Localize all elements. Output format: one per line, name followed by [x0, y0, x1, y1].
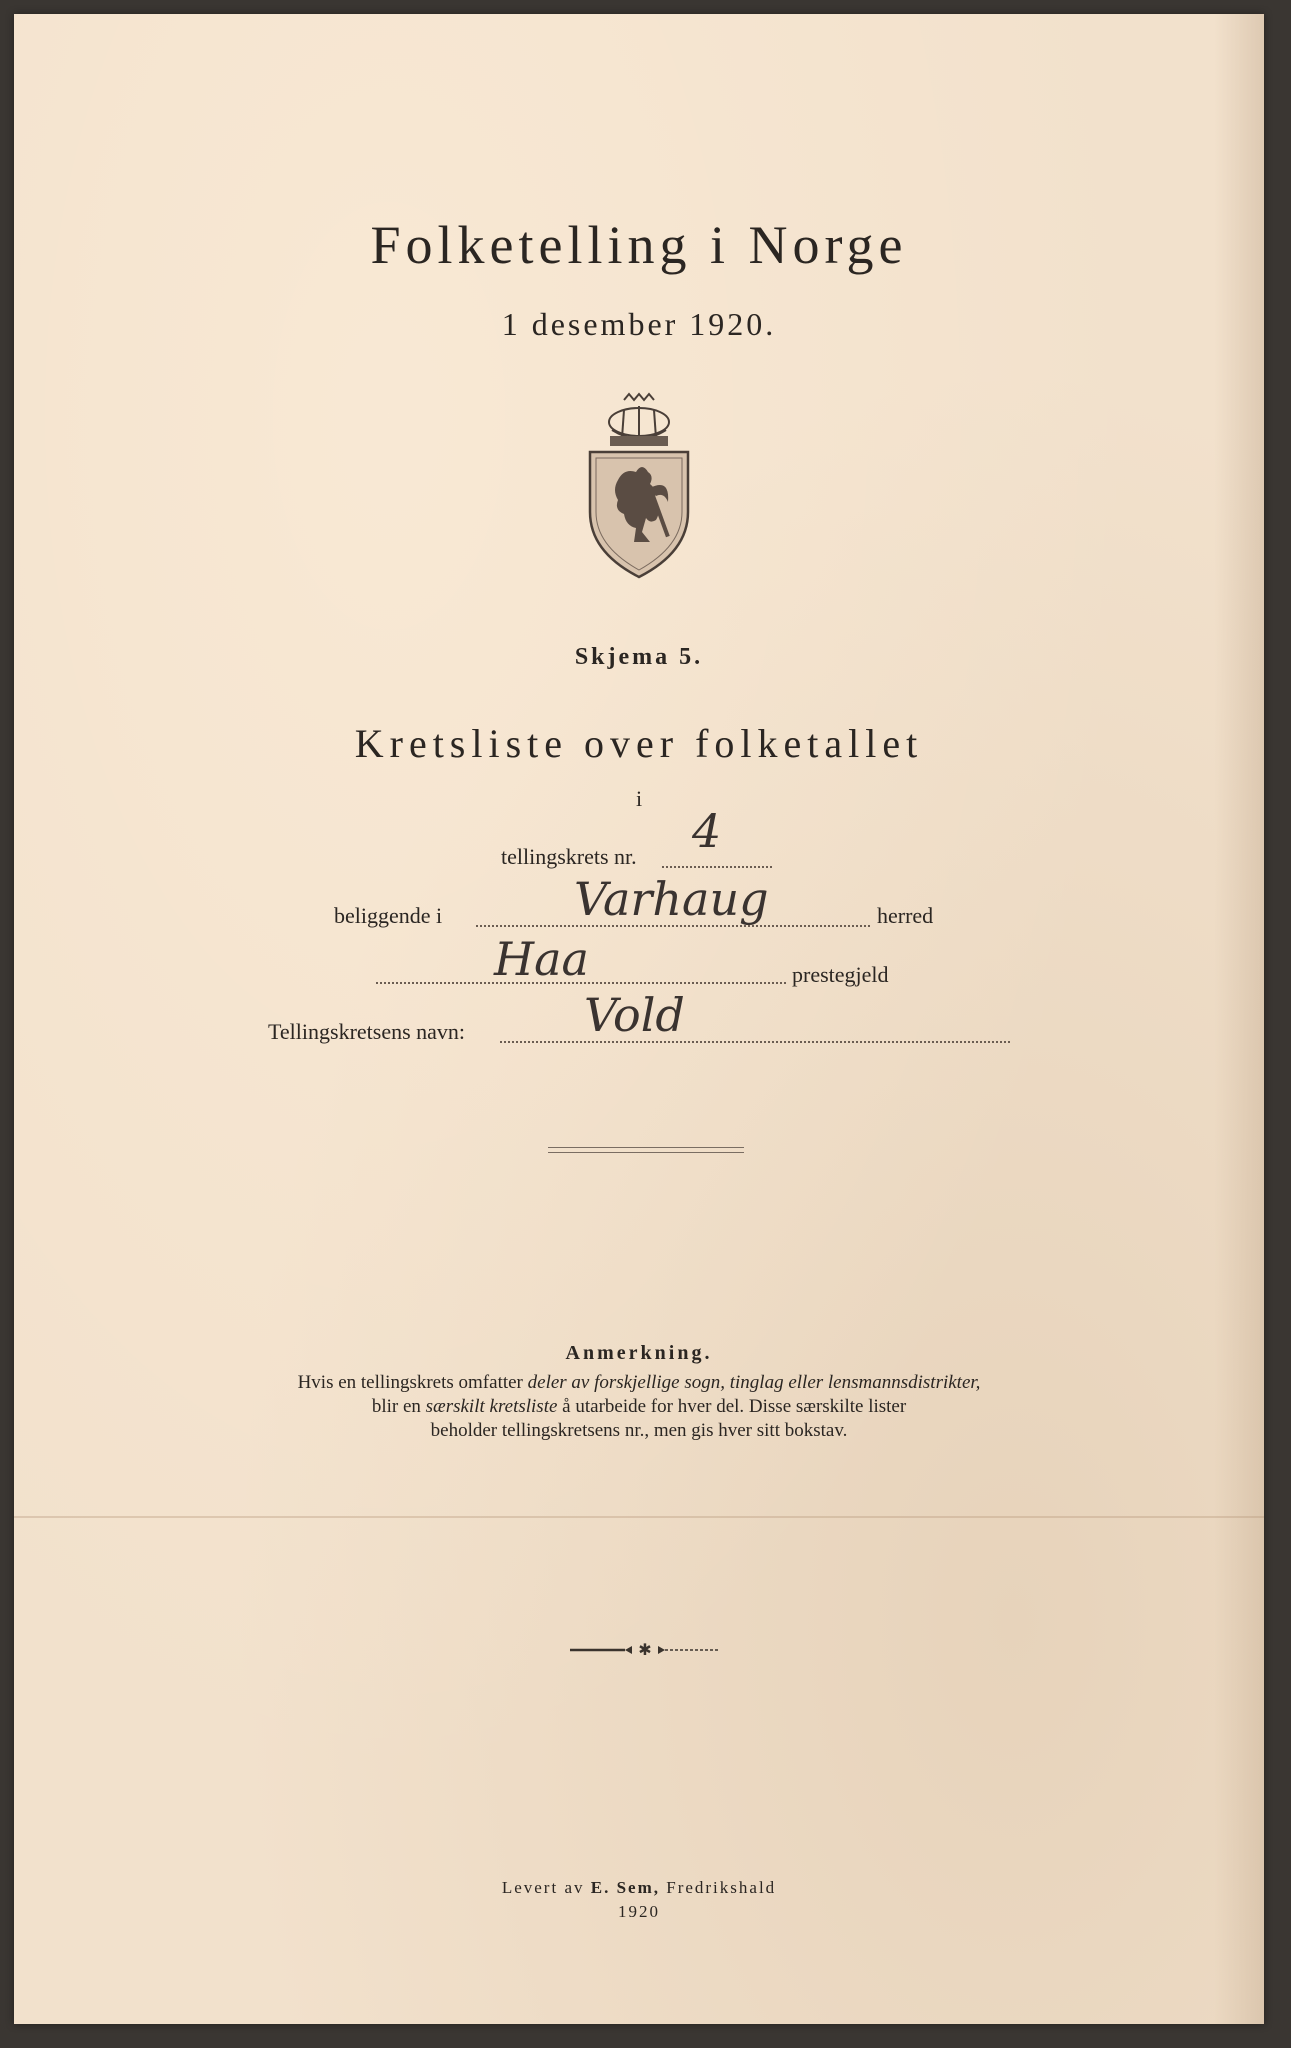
district-name-handwritten: Vold: [584, 988, 685, 1042]
located-label: beliggende i: [334, 903, 443, 928]
note-line-1: [14, 1372, 1264, 1394]
district-name-label: Tellingskretsens navn:: [268, 1019, 466, 1044]
document-date: 1 desember 1920.: [501, 306, 777, 342]
connector-word: i: [635, 786, 643, 811]
parish-label: prestegjeld: [792, 962, 889, 987]
district-number-label: tellingskrets nr.: [501, 844, 637, 869]
printer-credit: [14, 1878, 1264, 1898]
schema-label: Skjema 5.: [574, 644, 704, 670]
norwegian-coat-of-arms-icon: [584, 392, 694, 582]
document-title: Folketelling i Norge: [370, 215, 908, 275]
printer-prefix: Levert av: [501, 1878, 591, 1897]
paper-fold-line: [14, 1516, 1264, 1518]
note-line-2-tail: å utarbeide for hver del. Disse særskilte lister: [557, 1396, 907, 1417]
form-heading: Kretsliste over folketallet: [354, 721, 924, 766]
printer-name: E. Sem,: [590, 1878, 660, 1897]
note-line-2-italic: særskilt kretsliste: [425, 1396, 558, 1417]
located-handwritten: Varhaug: [574, 872, 769, 926]
note-line-2-text: blir en: [371, 1396, 426, 1417]
note-line-3: beholder tellingskretsens nr., men gis hver sitt bokstav.: [430, 1420, 848, 1441]
district-name-line: [500, 1041, 1010, 1043]
ornament-divider-icon: [570, 1642, 720, 1658]
note-heading: Anmerkning.: [565, 1342, 713, 1364]
herred-label: herred: [877, 903, 934, 928]
note-line-1-text: Hvis en tellingskrets omfatter: [297, 1372, 528, 1393]
note-line-2: [14, 1396, 1264, 1418]
svg-text:✱: ✱: [638, 1642, 652, 1658]
printer-year: 1920: [618, 1902, 660, 1921]
printer-place: Fredrikshald: [659, 1878, 777, 1897]
district-number-handwritten: 4: [692, 804, 722, 858]
district-number-line: [662, 866, 772, 868]
section-divider: [548, 1147, 744, 1153]
document-page: [14, 14, 1264, 2024]
parish-handwritten: Haa: [494, 932, 589, 986]
note-line-1-italic: deler av forskjellige sogn, tinglag eller lensmannsdistrikter,: [527, 1372, 981, 1393]
